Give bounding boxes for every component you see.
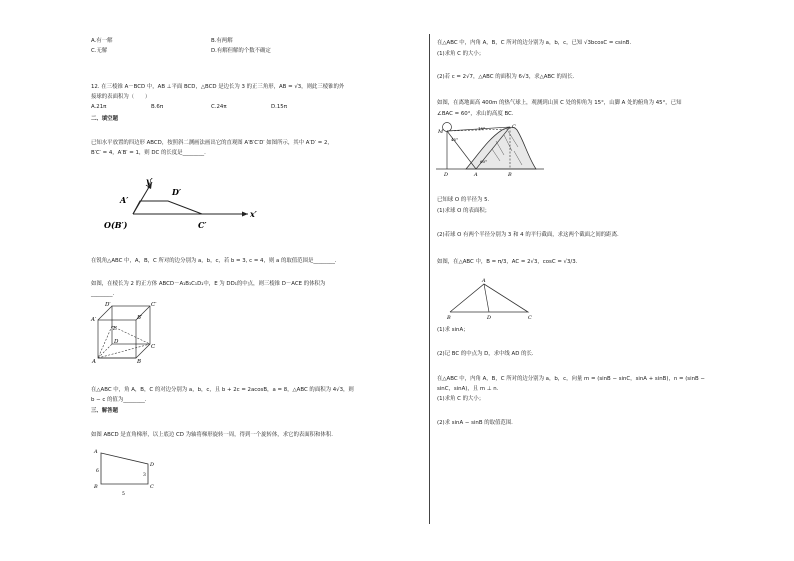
tri-label-c: C	[528, 315, 532, 321]
q15-stem-line2: ________.	[91, 291, 115, 297]
label-y-axis: y′	[146, 176, 153, 186]
q21-stem: 如图，在△ABC 中，B = π/3，AC = 2√3，cosC = √3/3.	[437, 259, 578, 265]
q22-stem-line2: sinC，sinA)，且 m ⊥ n.	[437, 386, 499, 392]
q12-option-c: C.24π	[211, 104, 227, 110]
q22-stem-line1: 在△ABC 中，内角 A，B，C 所对的边分别为 a，b，c，向量 m = (sinB − sinC，sinA + sinB)，n = (sinB −	[437, 376, 705, 382]
trap-side-6: 6	[96, 469, 99, 474]
mount-label-a: A	[474, 172, 478, 178]
label-origin: O(B′)	[104, 220, 128, 230]
q21-part1: (1)求 sinA；	[437, 327, 469, 333]
q14-stem: 在锐角△ABC 中，A，B，C 所对的边分别为 a，b，c，若 b = 3, c = 4，则 a 的取值范围是________.	[91, 258, 337, 264]
column-divider	[429, 34, 430, 524]
q22-part2: (2)求 sinA − sinB 的取值范围.	[437, 420, 513, 426]
q12-option-d: D.15π	[271, 104, 287, 110]
tri-label-a: A	[482, 278, 486, 284]
mount-label-b: B	[508, 172, 512, 178]
q21-part2: (2)记 BC 的中点为 D，求中线 AD 的长.	[437, 351, 534, 357]
section-fill-in-title: 二、填空题	[91, 116, 118, 122]
trap-label-a: A	[94, 449, 98, 455]
q18-part2: (2)若 c = 2√7，△ABC 的面积为 6√3，求△ABC 的周长.	[437, 74, 575, 80]
q19-stem-line2: ∠BAC = 60°，求山的高度 BC.	[437, 111, 514, 117]
q18-part1: (1)求角 C 的大小；	[437, 51, 485, 57]
trap-side-3: 3	[143, 473, 146, 478]
q13-stem-line2: B′C′ = 4，A′B′ = 1，则 DC 的长度是________.	[91, 150, 206, 156]
cube-label-b: B	[137, 359, 142, 365]
q11-option-c: C.无解	[91, 48, 108, 54]
trapezoid-figure	[90, 444, 160, 500]
cube-label-d: D	[114, 339, 119, 345]
label-a-prime: A′	[120, 195, 129, 205]
trap-label-b: B	[94, 484, 98, 490]
mount-angle-45: 45°	[451, 137, 459, 142]
cube-label-e: E	[113, 326, 118, 332]
tri-label-d: D	[487, 315, 492, 321]
q13-stem-line1: 已知水平放置的四边形 ABCD，按照斜二测画法画出它的直观图 A′B′C′D′ 如图所示，其中 A′D′ = 2，	[91, 140, 333, 146]
label-c-prime: C′	[198, 220, 207, 230]
q20-part1: (1)求球 O 的表面积；	[437, 208, 491, 214]
mount-label-d: D	[444, 172, 449, 178]
cube-label-a: A	[92, 359, 96, 365]
mount-angle-60: 60°	[480, 159, 488, 164]
trap-side-5: 5	[122, 492, 125, 497]
q22-part1: (1)求角 C 的大小；	[437, 396, 485, 402]
q20-stem: 已知球 O 的半径为 5.	[437, 197, 490, 203]
q11-option-a: A.有一解	[91, 38, 113, 44]
mount-label-c: C	[512, 124, 516, 130]
cube-label-c: C	[151, 344, 156, 350]
q11-option-b: B.有两解	[211, 38, 233, 44]
mount-angle-15: 15°	[478, 126, 486, 131]
q20-part2: (2)若球 O 有两个半径分别为 3 和 4 的平行截面，求这两个截面之间的距离.	[437, 232, 619, 238]
label-x-axis: x′	[250, 209, 257, 219]
oblique-projection-figure	[100, 172, 270, 236]
q15-stem-line1: 如图，在棱长为 2 的正方体 ABCD－A₁B₁C₁D₁中，E 为 DD₁的中点，则三棱锥 D－ACE 的体积为	[91, 281, 326, 287]
cube-label-b1: B′	[137, 315, 143, 321]
q16-stem-line2: b − c 的值为________.	[91, 397, 147, 403]
triangle-figure	[444, 276, 536, 322]
q19-stem-line1: 如图，在离地面高 400m 的热气球上，观测到山顶 C 处的仰角为 15°，山脚 A 处的俯角为 45°，已知	[437, 100, 682, 106]
mountain-figure	[436, 121, 546, 179]
q11-option-d: D.有解但解的个数不确定	[211, 48, 271, 54]
label-d-prime: D′	[172, 187, 182, 197]
q16-stem-line1: 在△ABC 中，角 A，B，C 的对边分别为 a，b，c，且 b + 2c = 2acosB，a = 8，△ABC 的面积为 4√3，则	[91, 387, 354, 393]
section-answer-title: 三、解答题	[91, 408, 118, 414]
q17-stem: 如图 ABCD 是直角梯形，以上底边 CD 为轴将梯形旋转一周，得到一个旋转体，求它的表面积和体积.	[91, 432, 333, 438]
cube-label-c1: C′	[151, 302, 157, 308]
q12-stem-line1: 12. 在三棱锥 A－BCD 中，AB ⊥平面 BCD，△BCD 是边长为 3 的正三角形，AB = √3，则此三棱锥的外	[91, 84, 345, 90]
mount-label-m: M	[438, 129, 444, 135]
trap-label-d: D	[150, 462, 155, 468]
cube-label-a1: A′	[91, 317, 97, 323]
trap-label-c: C	[150, 484, 154, 490]
q18-stem: 在△ABC 中，内角 A，B，C 所对的边分别为 a，b，c，已知 √3bcosC = csinB.	[437, 40, 632, 46]
cube-label-d1: D′	[105, 302, 111, 308]
q12-option-b: B.6π	[151, 104, 164, 110]
tri-label-b: B	[447, 315, 451, 321]
q12-option-a: A.21π	[91, 104, 107, 110]
cube-figure	[88, 300, 158, 364]
q12-stem-line2: 接球的表面积为（ ）	[91, 94, 151, 100]
